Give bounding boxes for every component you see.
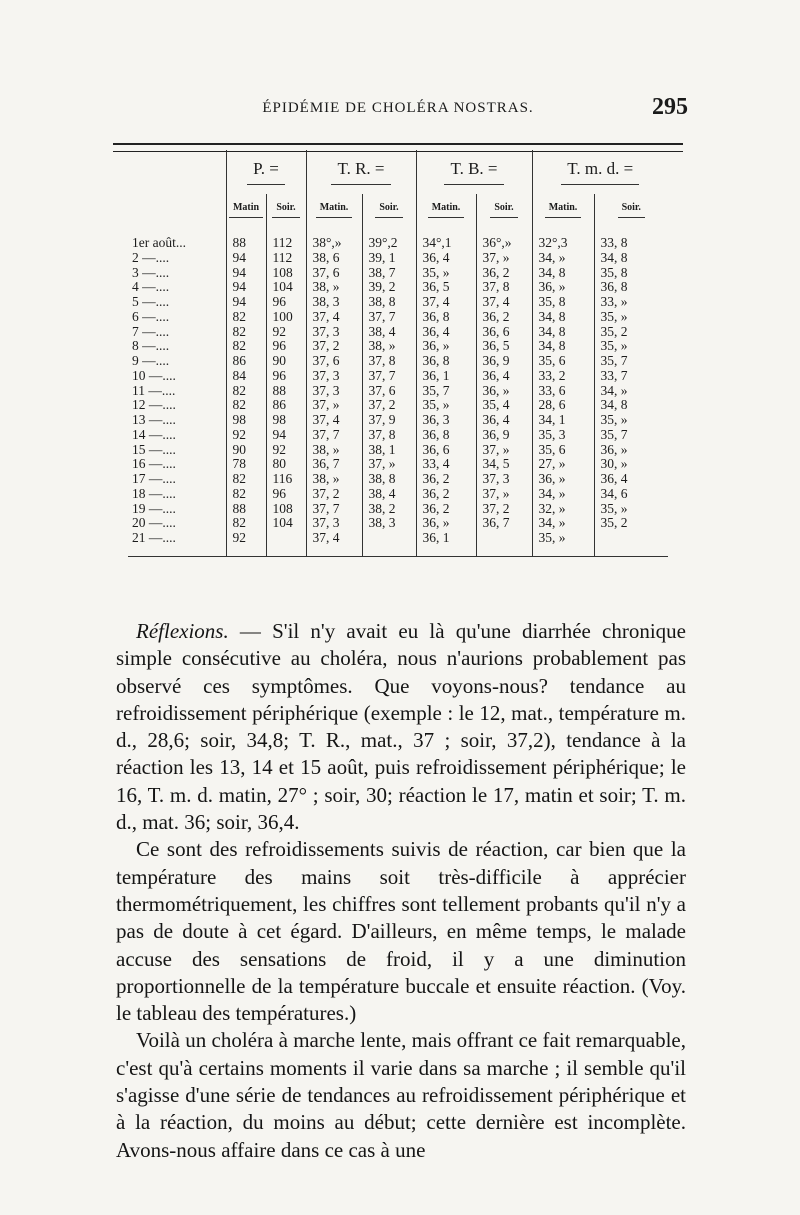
value-cell: 36, 7: [306, 457, 362, 472]
value-cell: 37, 4: [306, 413, 362, 428]
subhead-cell: Soir.: [362, 194, 416, 226]
value-cell: 34, »: [532, 516, 594, 531]
value-cell: 36, 2: [416, 472, 476, 487]
value-cell: 28, 6: [532, 398, 594, 413]
paragraph-reflexions: [116, 618, 686, 836]
date-cell: 7 —....: [132, 323, 170, 339]
value-cell: 37, 4: [416, 295, 476, 310]
value-cell: 38, 8: [362, 472, 416, 487]
value-cell: 37, »: [362, 457, 416, 472]
value-cell: 92: [266, 325, 306, 340]
table-row: [128, 325, 668, 340]
value-cell: 36, 7: [476, 516, 532, 531]
value-cell: 38, »: [306, 443, 362, 458]
value-cell: 82: [226, 310, 266, 325]
subhead-cell: Matin.: [306, 194, 362, 226]
value-cell: 96: [266, 369, 306, 384]
value-cell: 38, 3: [306, 295, 362, 310]
value-cell: 112: [266, 236, 306, 251]
value-cell: 35, »: [594, 339, 668, 354]
value-cell: 36, 4: [594, 472, 668, 487]
value-cell: 37, 4: [476, 295, 532, 310]
value-cell: 35, 3: [532, 428, 594, 443]
table-row: [128, 531, 668, 546]
table-row: [128, 251, 668, 266]
value-cell: 33, »: [594, 295, 668, 310]
value-cell: 37, 6: [362, 384, 416, 399]
date-cell: 11 —....: [132, 382, 176, 398]
value-cell: 94: [226, 266, 266, 281]
table-corner: [128, 150, 226, 194]
value-cell: 33, 2: [532, 369, 594, 384]
value-cell: 34, 8: [532, 339, 594, 354]
value-cell: 34°,1: [416, 236, 476, 251]
value-cell: 36, 2: [476, 266, 532, 281]
value-cell: 92: [266, 443, 306, 458]
value-cell: 36, »: [416, 516, 476, 531]
group-header-rectal: T. R. =: [306, 150, 416, 194]
table-row: [128, 384, 668, 399]
value-cell: 36, 2: [476, 310, 532, 325]
table-row: [128, 339, 668, 354]
value-cell: 92: [226, 428, 266, 443]
group-header-buccal: T. B. =: [416, 150, 532, 194]
value-cell: 30, »: [594, 457, 668, 472]
value-cell: 37, 9: [362, 413, 416, 428]
value-cell: 36, 8: [594, 280, 668, 295]
table-row: [128, 310, 668, 325]
value-cell: 36, 4: [476, 413, 532, 428]
page-number: 295: [652, 94, 688, 120]
table-row: [128, 502, 668, 517]
table-row: [128, 516, 668, 531]
value-cell: 36, 4: [416, 251, 476, 266]
value-cell: 38°,»: [306, 236, 362, 251]
value-cell: 37, »: [476, 251, 532, 266]
value-cell: 98: [226, 413, 266, 428]
value-cell: 37, 4: [306, 310, 362, 325]
paragraph-text: — S'il n'y avait eu là qu'une diarrhée chronique simple consécutive au choléra, nous n'aurions probablement pas observé ces symptômes. Que voyons-nous? tendance au refroidissement périphérique (exemple : le 12, mat., température m. d., 28,6; soir, 34,8; T. R., mat., 37 ; soir, 37,2), tendance à la réaction les 13, 14 et 15 août, puis refroidissement périphérique; le 16, T. m. d. matin, 27° ; soir, 30; réaction le 17, matin et soir; T. m. d., mat. 36; soir, 36,4.: [116, 619, 686, 835]
group-header-hand: T. m. d. =: [532, 150, 668, 194]
value-cell: [266, 531, 306, 546]
value-cell: 90: [266, 354, 306, 369]
value-cell: 84: [226, 369, 266, 384]
value-cell: 34, 8: [532, 266, 594, 281]
date-cell: 5 —....: [132, 294, 170, 309]
value-cell: 35, 8: [532, 295, 594, 310]
value-cell: 36, 1: [416, 369, 476, 384]
value-cell: 35, 2: [594, 516, 668, 531]
table-sub-header: [128, 194, 668, 226]
table-row: [128, 236, 668, 251]
table-row: [128, 295, 668, 310]
value-cell: 37, 2: [306, 339, 362, 354]
date-cell: 19 —....: [132, 500, 176, 516]
value-cell: 100: [266, 310, 306, 325]
date-cell: 4 —....: [132, 279, 170, 295]
value-cell: 82: [226, 472, 266, 487]
value-cell: 34, 8: [594, 398, 668, 413]
value-cell: 35, »: [416, 266, 476, 281]
value-cell: 35, 2: [594, 325, 668, 340]
value-cell: 37, 2: [476, 502, 532, 517]
value-cell: 36, 2: [416, 487, 476, 502]
value-cell: 38, 4: [362, 487, 416, 502]
subhead-cell: Soir.: [476, 194, 532, 226]
value-cell: 80: [266, 457, 306, 472]
date-cell: 20 —....: [132, 515, 176, 531]
date-cell: 8 —....: [132, 338, 170, 354]
value-cell: 94: [226, 295, 266, 310]
value-cell: 37, 3: [476, 472, 532, 487]
value-cell: 35, »: [416, 398, 476, 413]
value-cell: 37, 3: [306, 369, 362, 384]
value-cell: 36, »: [594, 443, 668, 458]
value-cell: 37, 3: [306, 384, 362, 399]
value-cell: 33, 6: [532, 384, 594, 399]
date-cell: 17 —....: [132, 471, 176, 486]
value-cell: 36, »: [476, 384, 532, 399]
value-cell: 104: [266, 516, 306, 531]
value-cell: 34, 8: [594, 251, 668, 266]
value-cell: 36, 1: [416, 531, 476, 546]
value-cell: 37, 3: [306, 325, 362, 340]
value-cell: 33, 7: [594, 369, 668, 384]
table-row: [128, 369, 668, 384]
value-cell: 88: [266, 384, 306, 399]
value-cell: 37, 8: [362, 428, 416, 443]
value-cell: 37, »: [476, 487, 532, 502]
value-cell: 35, 7: [416, 384, 476, 399]
subhead-cell: Matin.: [416, 194, 476, 226]
value-cell: 27, »: [532, 457, 594, 472]
value-cell: [476, 531, 532, 546]
value-cell: 38, »: [306, 280, 362, 295]
value-cell: 78: [226, 457, 266, 472]
value-cell: 86: [266, 398, 306, 413]
value-cell: 36, 9: [476, 428, 532, 443]
value-cell: 34, 8: [532, 325, 594, 340]
subhead-cell: Matin: [226, 194, 266, 226]
value-cell: 36, 6: [416, 443, 476, 458]
table-row: [128, 280, 668, 295]
date-cell: 12 —....: [132, 397, 176, 413]
value-cell: 32°,3: [532, 236, 594, 251]
table-row: [128, 413, 668, 428]
subhead-cell: Soir.: [266, 194, 306, 226]
value-cell: 33, 8: [594, 236, 668, 251]
value-cell: 82: [226, 516, 266, 531]
value-cell: 36, 8: [416, 354, 476, 369]
value-cell: 34, 5: [476, 457, 532, 472]
value-cell: 82: [226, 487, 266, 502]
value-cell: 36, 6: [476, 325, 532, 340]
value-cell: 36, 4: [476, 369, 532, 384]
date-cell: 18 —....: [132, 485, 176, 501]
value-cell: 36°,»: [476, 236, 532, 251]
value-cell: 36, 3: [416, 413, 476, 428]
value-cell: 37, »: [306, 398, 362, 413]
value-cell: 96: [266, 339, 306, 354]
value-cell: 38, »: [362, 339, 416, 354]
value-cell: 38, 7: [362, 266, 416, 281]
value-cell: 39°,2: [362, 236, 416, 251]
table-body: [128, 236, 668, 556]
value-cell: 35, 6: [532, 443, 594, 458]
value-cell: 104: [266, 280, 306, 295]
date-cell: 14 —....: [132, 426, 176, 442]
value-cell: [594, 531, 668, 546]
date-cell: 3 —....: [132, 264, 170, 280]
value-cell: 37, 2: [362, 398, 416, 413]
value-cell: 38, 4: [362, 325, 416, 340]
value-cell: 38, 3: [362, 516, 416, 531]
value-cell: 94: [266, 428, 306, 443]
value-cell: 37, 6: [306, 266, 362, 281]
value-cell: 96: [266, 487, 306, 502]
value-cell: 88: [226, 236, 266, 251]
date-cell: 2 —....: [132, 249, 170, 265]
paragraph: Voilà un choléra à marche lente, mais offrant ce fait remarquable, c'est qu'à certains moments il varie dans sa marche ; il semble qu'il s'agisse d'une série de tendances au refroidissement périphérique et à la réaction, du moins au début; cette dernière est incomplète. Avons-nous affaire dans ce cas à une: [116, 1028, 686, 1162]
value-cell: 98: [266, 413, 306, 428]
value-cell: 37, »: [476, 443, 532, 458]
value-cell: 35, 7: [594, 354, 668, 369]
value-cell: 37, 7: [362, 310, 416, 325]
value-cell: 35, »: [594, 502, 668, 517]
value-cell: 82: [226, 339, 266, 354]
value-cell: 37, 7: [362, 369, 416, 384]
paragraph: Ce sont des refroidissements suivis de réaction, car bien que la température des mains soit très-difficile à apprécier thermométriquement, les chiffres sont tellement probants qu'il n'y a pas de doute à cet égard. D'ailleurs, en même temps, le malade accuse des sensations de froid, il y a une diminution proportionnelle de la température buccale et ensuite réaction. (Voy. le tableau des températures.): [116, 837, 686, 1026]
table-row: [128, 398, 668, 413]
table-row: [128, 457, 668, 472]
table-row: [128, 472, 668, 487]
date-cell: 10 —....: [132, 367, 176, 383]
value-cell: 33, 4: [416, 457, 476, 472]
table-row: [128, 428, 668, 443]
value-cell: 37, 6: [306, 354, 362, 369]
date-cell: 9 —....: [132, 353, 170, 368]
running-title: ÉPIDÉMIE DE CHOLÉRA NOSTRAS.: [262, 100, 534, 116]
value-cell: 108: [266, 502, 306, 517]
value-cell: 34, »: [594, 384, 668, 399]
value-cell: 37, 7: [306, 502, 362, 517]
value-cell: 34, »: [532, 487, 594, 502]
value-cell: 82: [226, 398, 266, 413]
value-cell: 37, 3: [306, 516, 362, 531]
value-cell: 90: [226, 443, 266, 458]
value-cell: 37, 8: [476, 280, 532, 295]
table-row: [128, 487, 668, 502]
value-cell: 34, »: [532, 251, 594, 266]
value-cell: 36, 5: [416, 280, 476, 295]
value-cell: 82: [226, 384, 266, 399]
value-cell: 34, 1: [532, 413, 594, 428]
group-header-pulse: P. =: [226, 150, 306, 194]
body-text: [116, 618, 686, 1164]
date-cell: 16 —....: [132, 456, 176, 472]
value-cell: 36, 2: [416, 502, 476, 517]
value-cell: 38, 1: [362, 443, 416, 458]
value-cell: 32, »: [532, 502, 594, 517]
value-cell: 39, 2: [362, 280, 416, 295]
value-cell: 36, 8: [416, 428, 476, 443]
table-row: [128, 354, 668, 369]
value-cell: 36, »: [532, 472, 594, 487]
value-cell: 116: [266, 472, 306, 487]
running-head: [108, 94, 688, 124]
value-cell: 86: [226, 354, 266, 369]
date-cell: 6 —....: [132, 308, 170, 324]
value-cell: 35, 7: [594, 428, 668, 443]
date-cell: 13 —....: [132, 412, 176, 427]
section-label: Réflexions.: [136, 619, 229, 643]
value-cell: 38, »: [306, 472, 362, 487]
value-cell: 36, 8: [416, 310, 476, 325]
value-cell: 36, 4: [416, 325, 476, 340]
value-cell: 34, 8: [532, 310, 594, 325]
table-row: [128, 266, 668, 281]
value-cell: 36, »: [416, 339, 476, 354]
value-cell: 82: [226, 325, 266, 340]
subhead-cell: Matin.: [532, 194, 594, 226]
value-cell: 38, 8: [362, 295, 416, 310]
value-cell: 39, 1: [362, 251, 416, 266]
value-cell: 112: [266, 251, 306, 266]
value-cell: 36, 5: [476, 339, 532, 354]
value-cell: 37, 4: [306, 531, 362, 546]
value-cell: 96: [266, 295, 306, 310]
date-cell: 1er août...: [132, 235, 186, 250]
value-cell: 35, »: [594, 310, 668, 325]
value-cell: 36, »: [532, 280, 594, 295]
value-cell: 94: [226, 251, 266, 266]
value-cell: 37, 7: [306, 428, 362, 443]
value-cell: 108: [266, 266, 306, 281]
value-cell: 38, 2: [362, 502, 416, 517]
value-cell: [362, 531, 416, 546]
value-cell: 35, 6: [532, 354, 594, 369]
temperature-table: [128, 150, 668, 557]
value-cell: 36, 9: [476, 354, 532, 369]
value-cell: 37, 2: [306, 487, 362, 502]
value-cell: 35, 4: [476, 398, 532, 413]
value-cell: 35, 8: [594, 266, 668, 281]
subhead-cell: Soir.: [594, 194, 668, 226]
value-cell: 35, »: [594, 413, 668, 428]
date-cell: 21 —....: [132, 530, 176, 545]
table-group-header: [128, 150, 668, 194]
value-cell: 35, »: [532, 531, 594, 546]
table-row: [128, 443, 668, 458]
value-cell: 34, 6: [594, 487, 668, 502]
value-cell: 94: [226, 280, 266, 295]
value-cell: 88: [226, 502, 266, 517]
date-cell: 15 —....: [132, 441, 176, 457]
value-cell: 38, 6: [306, 251, 362, 266]
value-cell: 92: [226, 531, 266, 546]
value-cell: 37, 8: [362, 354, 416, 369]
